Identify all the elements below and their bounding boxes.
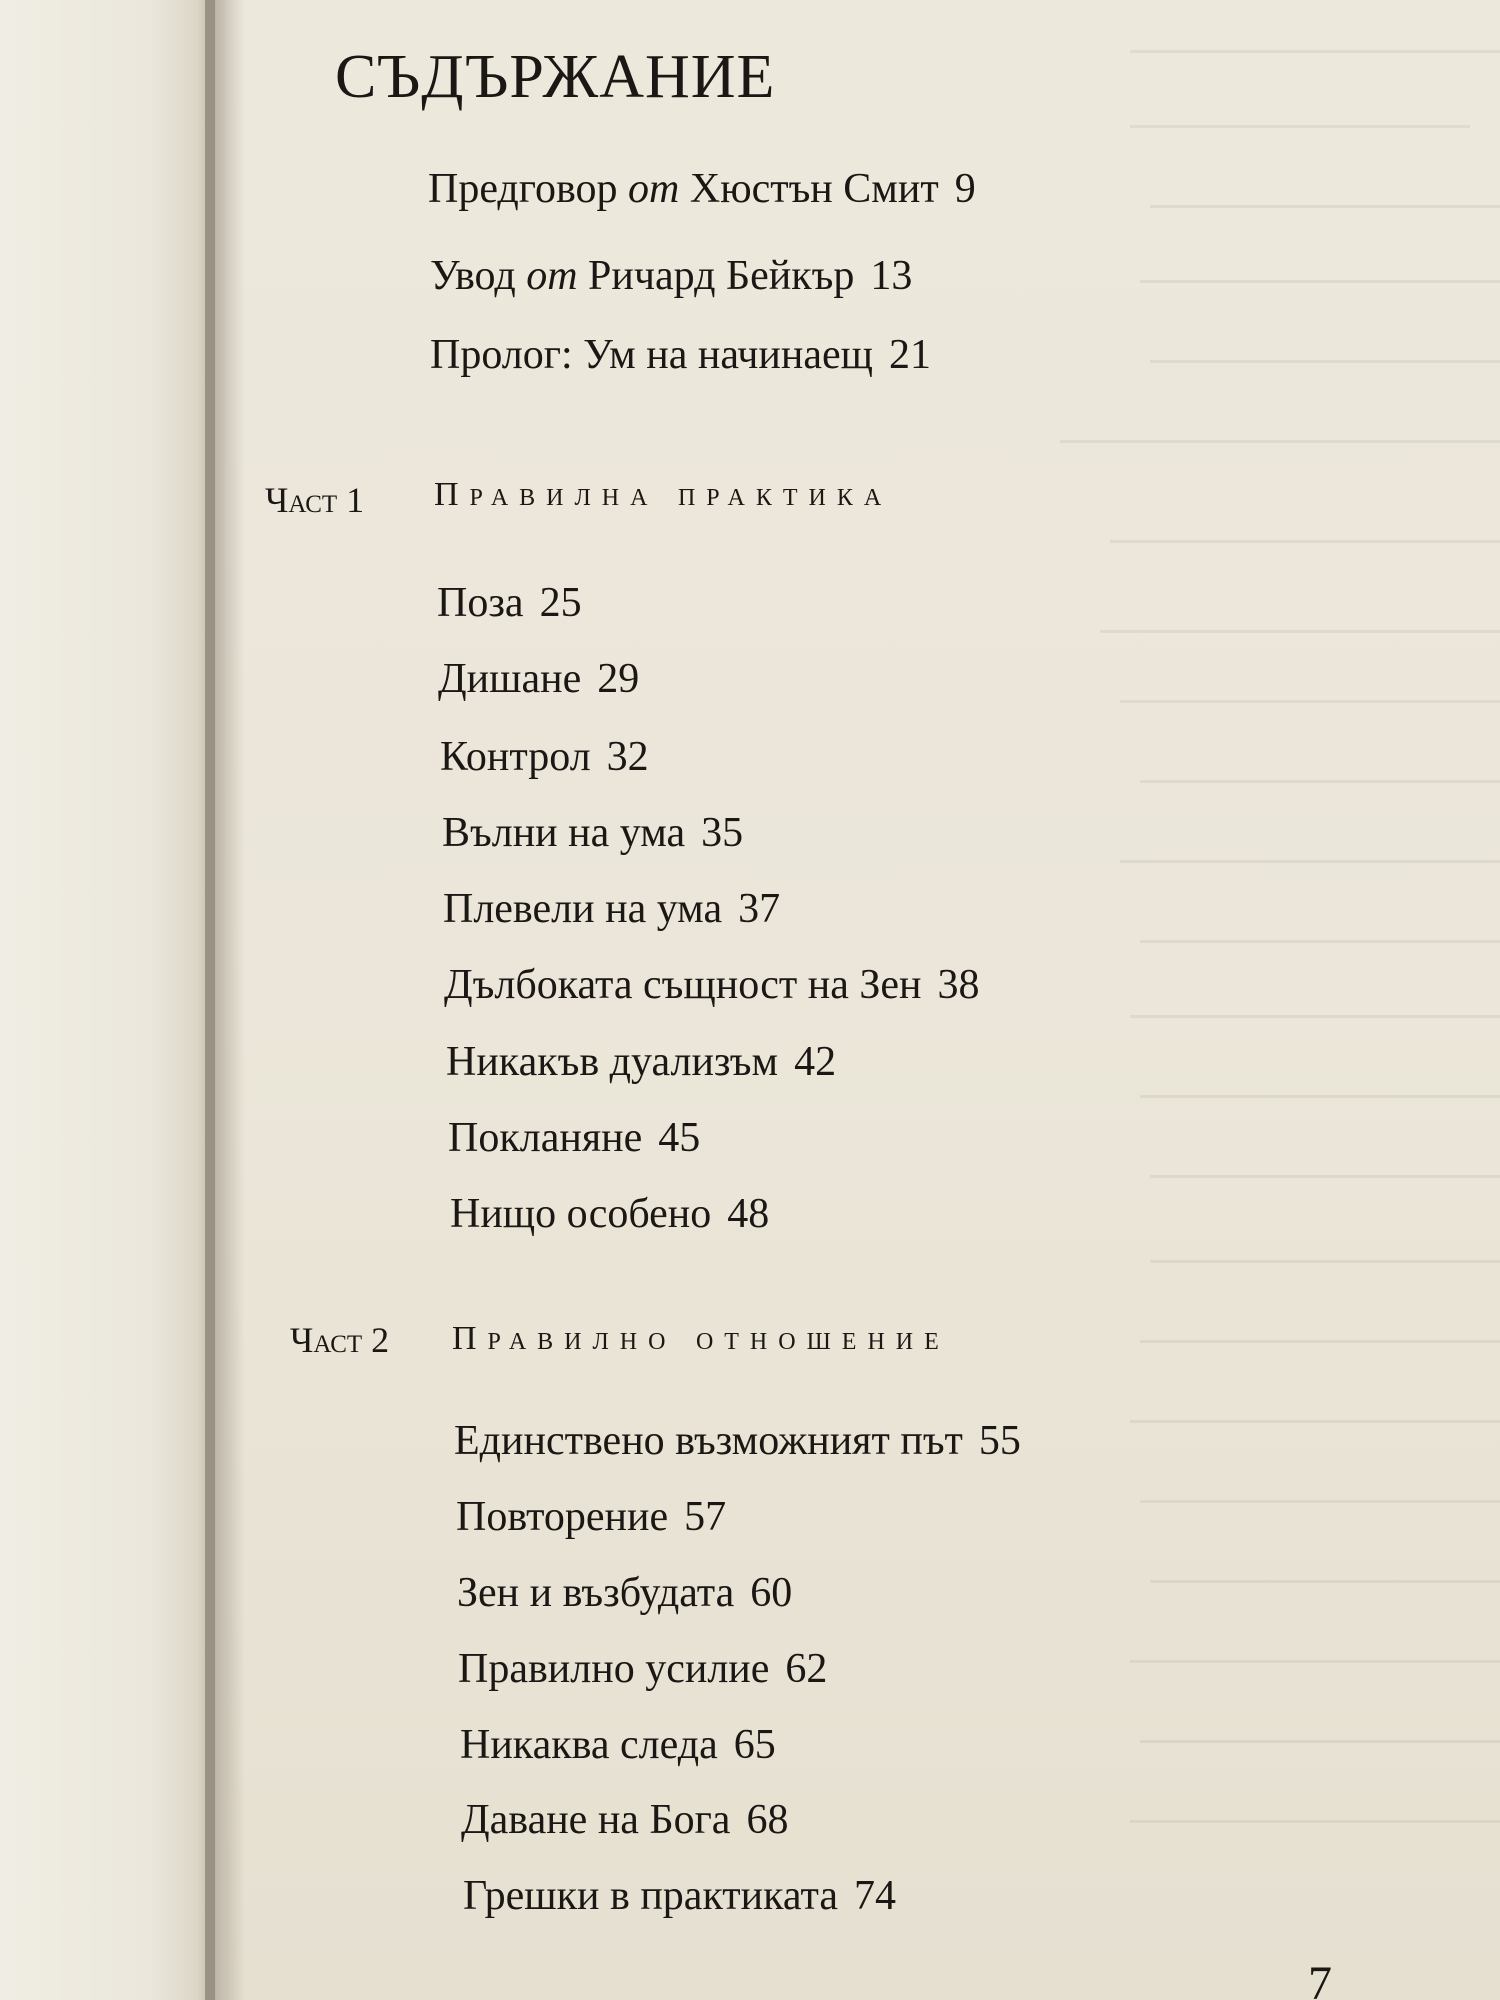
show-through-line [1130,1660,1500,1663]
entry-title-pre: Увод [430,253,527,299]
chapter-title: Единствено възможният път [454,1418,963,1464]
chapter-title: Зен и възбудата [457,1570,735,1616]
page-number: 7 [1308,1957,1332,2000]
chapter-title: Правилно усилие [458,1646,770,1692]
chapter-page-number: 74 [853,1873,896,1919]
part-2-title: Правилно отношение [452,1320,950,1357]
entry-title-pre: Пролог: Ум на начинаещ [430,332,874,378]
show-through-line [1150,360,1500,363]
chapter-title: Плевели на ума [443,886,723,932]
show-through-line [1140,780,1500,783]
show-through-line [1150,205,1500,208]
chapter-page-number: 45 [658,1115,701,1161]
chapter-page-number: 48 [727,1191,770,1237]
chapter-page-number: 37 [738,886,781,932]
chapter-title: Дълбоката същност на Зен [444,962,922,1008]
toc-chapter [440,736,649,778]
show-through-line [1060,440,1500,443]
left-page-edge [0,0,215,2000]
entry-title-post: Хюстън Смит [679,166,939,212]
show-through-line [1140,1095,1500,1098]
entry-title-post: Ричард Бейкър [577,253,855,299]
toc-chapter [443,888,780,930]
show-through-line [1120,700,1500,703]
toc-chapter [438,658,639,700]
show-through-line [1140,1340,1500,1343]
chapter-title: Никаква следа [460,1722,718,1768]
show-through-line [1110,540,1500,543]
toc-entry-foreword [428,168,976,210]
toc-chapter [454,1420,1021,1462]
toc-chapter [457,1572,792,1614]
show-through-line [1150,1260,1500,1263]
chapter-page-number: 29 [597,656,640,702]
chapter-title: Никакъв дуализъм [446,1039,779,1085]
toc-chapter [446,1041,836,1083]
chapter-page-number: 62 [785,1646,828,1692]
show-through-line [1130,50,1500,53]
show-through-line [1140,280,1500,283]
toc-chapter [458,1648,827,1690]
show-through-line [1120,860,1500,863]
toc-entry-introduction [430,255,912,297]
show-through-line [1140,940,1500,943]
chapter-page-number: 57 [684,1494,727,1540]
show-through-line [1130,125,1470,128]
toc-chapter [442,812,743,854]
toc-chapter [444,964,980,1006]
entry-page-number: 21 [889,332,932,378]
chapter-title: Поза [437,580,524,626]
show-through-line [1150,1580,1500,1583]
entry-title-italic: от [526,253,578,299]
part-2-label: Част 2 [290,1320,390,1360]
entry-title-pre: Предговор [428,166,629,212]
chapter-title: Дишане [438,656,582,702]
toc-chapter [448,1117,700,1159]
part-1-label: Част 1 [265,480,365,520]
show-through-line [1150,1175,1500,1178]
gutter-shadow [205,0,245,2000]
show-through-line [1130,1820,1500,1823]
chapter-page-number: 68 [746,1797,789,1843]
chapter-page-number: 25 [539,580,582,626]
entry-page-number: 13 [870,253,913,299]
chapter-title: Грешки в практиката [463,1873,838,1919]
chapter-page-number: 38 [937,962,980,1008]
chapter-title: Нищо особено [450,1191,712,1237]
chapter-title: Вълни на ума [442,810,686,856]
chapter-title: Даване на Бога [461,1797,731,1843]
show-through-line [1140,1500,1500,1503]
show-through-line [1130,1420,1500,1423]
chapter-title: Покланяне [448,1115,643,1161]
chapter-title: Повторение [456,1494,669,1540]
toc-chapter [463,1875,896,1917]
toc-chapter [460,1724,776,1766]
show-through-line [1100,630,1500,633]
chapter-page-number: 42 [794,1039,837,1085]
toc-chapter [437,582,582,624]
entry-title-italic: от [628,166,680,212]
toc-chapter [450,1193,769,1235]
part-1-title: Правилна практика [434,476,893,513]
chapter-page-number: 65 [733,1722,776,1768]
chapter-page-number: 60 [750,1570,793,1616]
chapter-page-number: 55 [978,1418,1021,1464]
toc-entry-prologue [430,334,931,376]
toc-title: СЪДЪРЖАНИЕ [335,43,776,111]
chapter-page-number: 32 [606,734,649,780]
toc-chapter [456,1496,726,1538]
chapter-title: Контрол [440,734,591,780]
chapter-page-number: 35 [701,810,744,856]
show-through-line [1130,1015,1500,1018]
show-through-line [1140,1740,1500,1743]
toc-chapter [461,1799,788,1841]
entry-page-number: 9 [954,166,976,212]
